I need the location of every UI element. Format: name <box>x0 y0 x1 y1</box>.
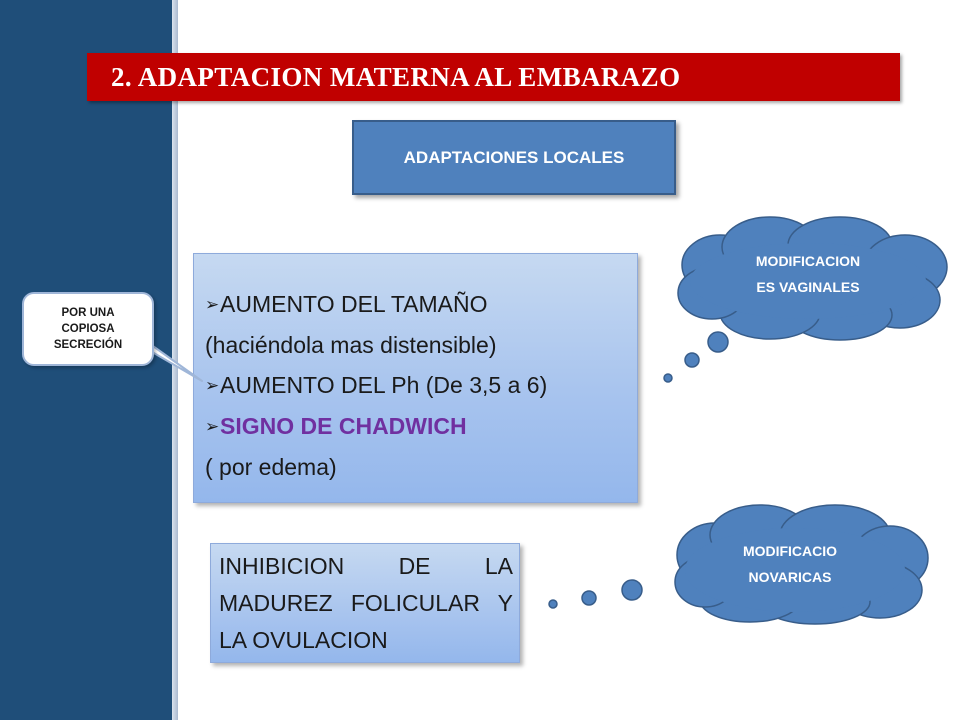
arrow-bullet-icon: ➢ <box>205 376 220 395</box>
list-item-continuation: ( por edema) <box>205 454 337 480</box>
adaptaciones-locales-label: ADAPTACIONES LOCALES <box>403 147 625 167</box>
cloud-varices-label: MODIFICACIO NOVARICAS <box>742 543 838 585</box>
callout-secretion: POR UNA COPIOSA SECRECIÓN <box>22 292 154 366</box>
list-item: ➢AUMENTO DEL Ph (De 3,5 a 6) <box>205 365 627 406</box>
inhibition-box <box>210 543 520 663</box>
arrow-bullet-icon: ➢ <box>205 417 220 436</box>
list-item <box>205 406 627 447</box>
list-item: ➢AUMENTO DEL TAMAÑO <box>205 284 627 325</box>
chadwick-sign-label: SIGNO DE CHADWICH <box>220 413 467 439</box>
page-title: 2. ADAPTACION MATERNA AL EMBARAZO <box>111 61 681 92</box>
arrow-bullet-icon: ➢ <box>205 295 220 314</box>
adaptaciones-locales-box <box>352 120 676 195</box>
inhibition-text: INHIBICION DE LA MADUREZ FOLICULAR Y LA OVULACION <box>219 553 513 653</box>
cloud-vaginal-label: MODIFICACION ES VAGINALES <box>755 253 861 295</box>
adaptations-list-box <box>193 253 638 503</box>
list-item-continuation: (haciéndola mas distensible) <box>205 332 497 358</box>
